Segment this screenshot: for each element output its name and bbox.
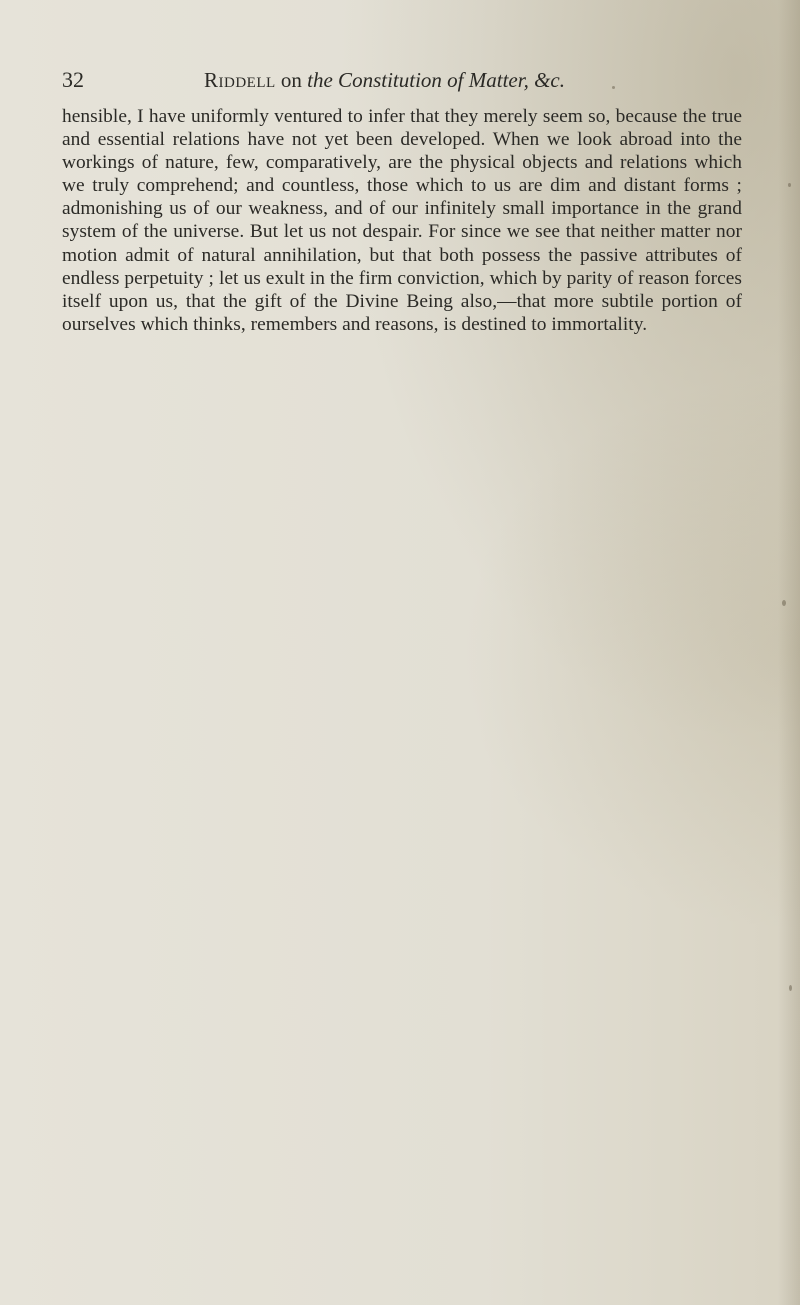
running-title bbox=[204, 63, 565, 97]
body-paragraph: hensible, I have uniformly ventured to infer that they merely seem so, because the true and essential relations have not yet been developed. When we look abroad into the workings of nature, few, comparatively, are the physical objects and relations which we truly comprehend; and countless, those which to us are dim and distant forms ; admonishing us of our weakness, and of our infinitely small importance in the grand system of the universe. But let us not despair. For since we see that neither matter nor motion admit of natural annihilation, but that both possess the passive attributes of endless perpetuity ; let us exult in the firm conviction, which by parity of reason forces itself upon us, that the gift of the Divine Being also,—that more subtile portion of ourselves which thinks, remembers and reasons, is destined to immortality. bbox=[62, 106, 742, 335]
running-head bbox=[62, 63, 702, 97]
paper-speck bbox=[788, 183, 791, 187]
page-number: 32 bbox=[62, 67, 84, 92]
page-edge-shadow bbox=[778, 0, 800, 1305]
running-title-author: Riddell bbox=[204, 68, 276, 92]
paper-speck bbox=[782, 600, 786, 606]
paper-speck bbox=[612, 86, 615, 89]
running-title-work: the Constitution of Matter, &c. bbox=[307, 68, 565, 92]
paper-speck bbox=[789, 985, 792, 991]
running-title-connector: on bbox=[275, 68, 308, 92]
